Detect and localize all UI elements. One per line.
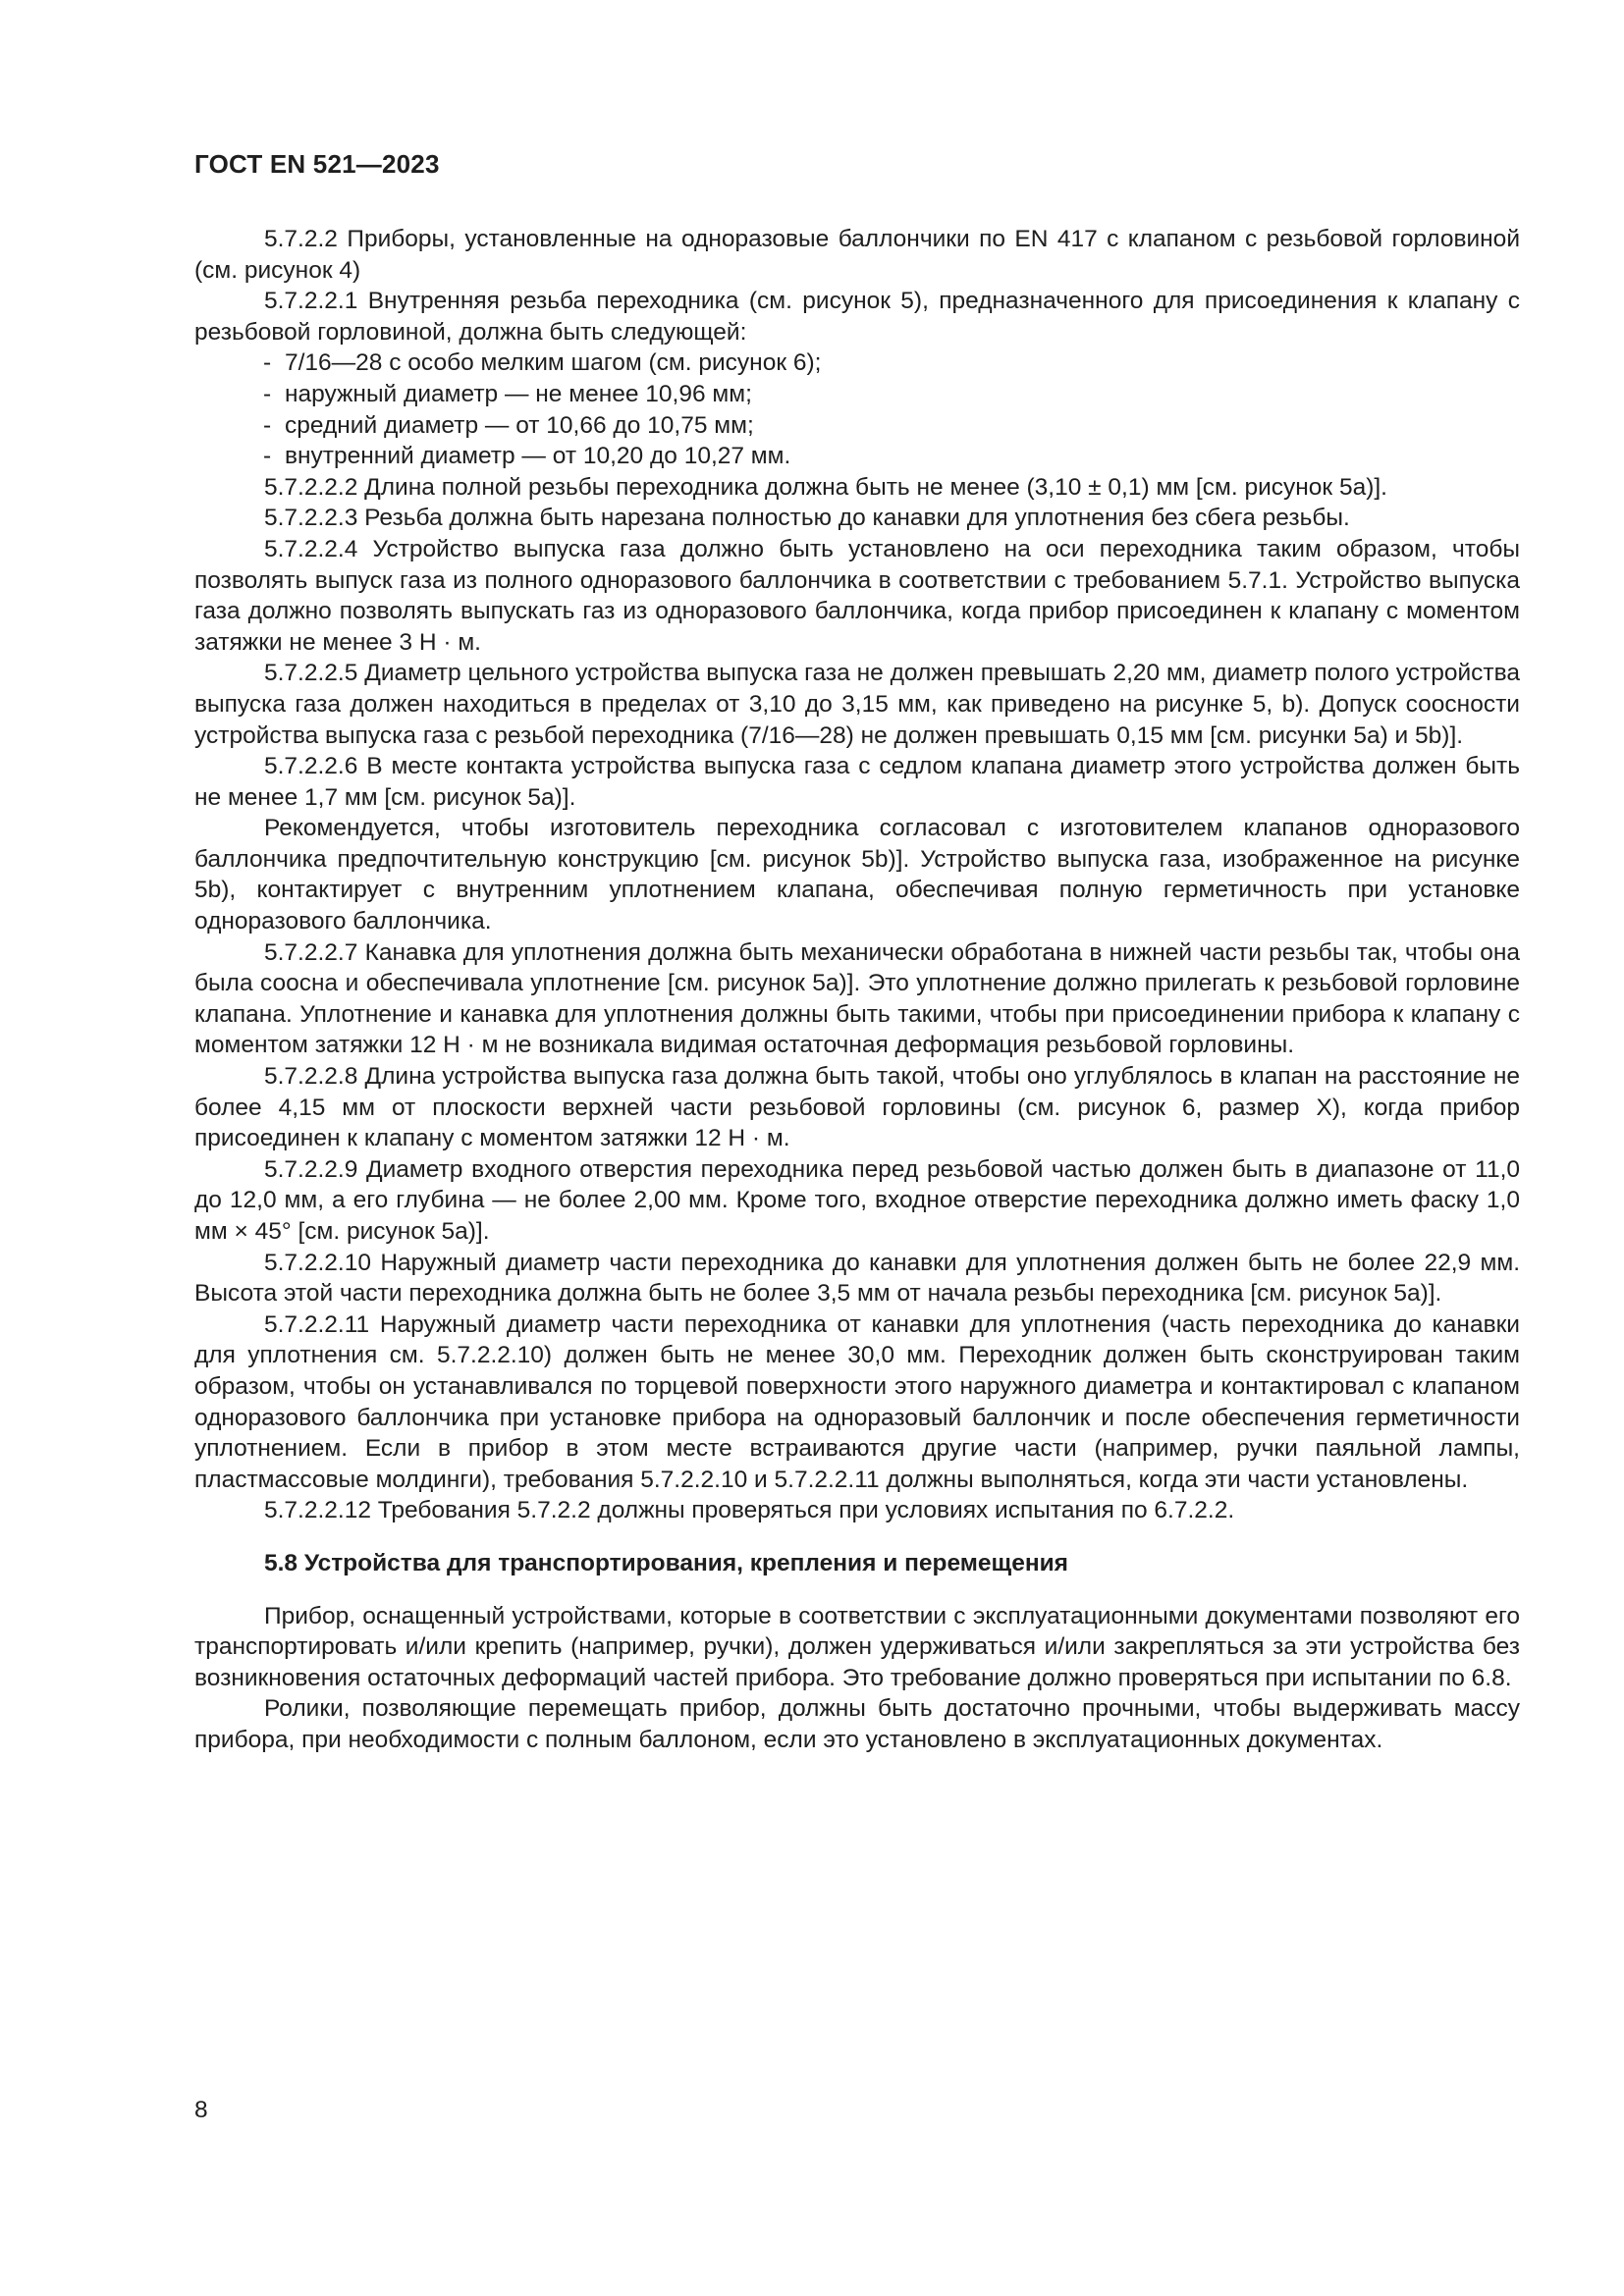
list-item [263,410,1520,442]
paragraph-5-7-2-2-12: 5.7.2.2.12 Требования 5.7.2.2 должны проверяться при условиях испытания по 6.7.2.2. [264,1497,1235,1524]
paragraph-5-7-2-2-9: 5.7.2.2.9 Диаметр входного отверстия переходника перед резьбовой частью должен быть в диапазоне от 11,0 до 12,0 мм, а его глубина — не более 2,00 мм. Кроме того, входное отверстие переходника должно иметь фаску 1,0 мм × 45° [см. рисунок 5а)]. [194,1155,1520,1245]
paragraph-5-7-2-2: 5.7.2.2 Приборы, установленные на одноразовые баллончики по EN 417 с клапаном с резьбовой горловиной (см. рисунок 4) [194,226,1520,284]
list-dash: - [263,443,272,470]
paragraph-5-7-2-2-2: 5.7.2.2.2 Длина полной резьбы переходника должна быть не менее (3,10 ± 0,1) мм [см. рисунок 5а)]. [264,473,1387,501]
thread-requirements-list [194,347,1520,471]
paragraph-5-7-2-2-11: 5.7.2.2.11 Наружный диаметр части переходника от канавки для уплотнения (часть переходника до канавки для уплотнения см. 5.7.2.2.10) должен быть не менее 30,0 мм. Переходник должен быть сконструирован таким образом, чтобы он устанавливался по торцевой поверхности этого наружного диаметра и контактировал с клапаном одноразового баллончика при установке прибора на одноразовый баллончик и после обеспечения герметичности уплотнением. Если в прибор в этом месте встраиваются другие части (например, ручки паяльной лампы, пластмассовые молдинги), требования 5.7.2.2.10 и 5.7.2.2.11 должны выполняться, когда эти части установлены. [194,1310,1520,1493]
paragraph-5-7-2-2-7: 5.7.2.2.7 Канавка для уплотнения должна быть механически обработана в нижней части резьбы так, чтобы она была соосна и обеспечивала уплотнение [см. рисунок 5а)]. Это уплотнение должно прилегать к резьбовой горловине клапана. Уплотнение и канавка для уплотнения должны быть такими, чтобы при присоединении прибора к клапану с моментом затяжки 12 Н · м не возникала видимая остаточная деформация резьбовой горловины. [194,938,1520,1059]
list-item [263,379,1520,410]
list-item-text: наружный диаметр — не менее 10,96 мм; [285,380,752,407]
paragraph-5-7-2-2-3: 5.7.2.2.3 Резьба должна быть нарезана полностью до канавки для уплотнения без сбега резьбы. [264,505,1350,532]
list-dash: - [263,380,272,407]
list-item-text: 7/16—28 с особо мелким шагом (см. рисунок 6); [285,349,822,377]
paragraph-recommendation: Рекомендуется, чтобы изготовитель переходника согласовал с изготовителем клапанов одноразового баллончика предпочтительную конструкцию [см. рисунок 5b)]. Устройство выпуска газа, изображенное на рисунке 5b), контактирует с внутренним уплотнением клапана, обеспечивая полную герметичность при установке одноразового баллончика. [194,815,1520,935]
section-heading-5-8: 5.8 Устройства для транспортирования, крепления и перемещения [264,1549,1068,1576]
paragraph-5-8-transport: Прибор, оснащенный устройствами, которые в соответствии с эксплуатационными документами позволяют его транспортировать и/или крепить (например, ручки), должен удерживаться и/или закрепляться за эти устройства без возникновения остаточных деформаций частей прибора. Это требование должно проверяться при испытании по 6.8. [194,1602,1520,1691]
page-number: 8 [194,2097,208,2123]
list-item [263,347,1520,379]
list-item [263,441,1520,472]
list-item-text: средний диаметр — от 10,66 до 10,75 мм; [285,411,754,439]
list-dash: - [263,411,272,439]
paragraph-5-7-2-2-5: 5.7.2.2.5 Диаметр цельного устройства выпуска газа не должен превышать 2,20 мм, диаметр полого устройства выпуска газа должен находиться в пределах от 3,10 до 3,15 мм, как приведено на рисунке 5, b). Допуск соосности устройства выпуска газа с резьбой переходника (7/16—28) не должен превышать 0,15 мм [см. рисунки 5а) и 5b)]. [194,660,1520,749]
paragraph-5-8-rollers: Ролики, позволяющие перемещать прибор, должны быть достаточно прочными, чтобы выдерживать массу прибора, при необходимости с полным баллоном, если это установлено в эксплуатационных документах. [194,1695,1520,1753]
paragraph-5-7-2-2-10: 5.7.2.2.10 Наружный диаметр части переходника до канавки для уплотнения должен быть не более 22,9 мм. Высота этой части переходника должна быть не более 3,5 мм от начала резьбы переходника [см. рисунок 5а)]. [194,1249,1520,1308]
document-body [194,224,1520,1756]
paragraph-5-7-2-2-4: 5.7.2.2.4 Устройство выпуска газа должно быть установлено на оси переходника таким образом, чтобы позволять выпуск газа из полного одноразового баллончика в соответствии с требованием 5.7.1. Устройство выпуска газа должно позволять выпускать газ из одноразового баллончика, когда прибор присоединен к клапану с моментом затяжки не менее 3 Н · м. [194,535,1520,656]
paragraph-5-7-2-2-6: 5.7.2.2.6 В месте контакта устройства выпуска газа с седлом клапана диаметр этого устройства должен быть не менее 1,7 мм [см. рисунок 5а)]. [194,753,1520,811]
paragraph-5-7-2-2-1: 5.7.2.2.1 Внутренняя резьба переходника (см. рисунок 5), предназначенного для присоединения к клапану с резьбовой горловиной, должна быть следующей: [194,288,1520,346]
document-code-header: ГОСТ EN 521—2023 [194,149,440,179]
list-item-text: внутренний диаметр — от 10,20 до 10,27 мм. [285,443,791,470]
paragraph-5-7-2-2-8: 5.7.2.2.8 Длина устройства выпуска газа должна быть такой, чтобы оно углублялось в клапан на расстояние не более 4,15 мм от плоскости верхней части резьбовой горловины (см. рисунок 6, размер X), когда прибор присоединен к клапану с моментом затяжки 12 Н · м. [194,1063,1520,1152]
list-dash: - [263,349,272,377]
